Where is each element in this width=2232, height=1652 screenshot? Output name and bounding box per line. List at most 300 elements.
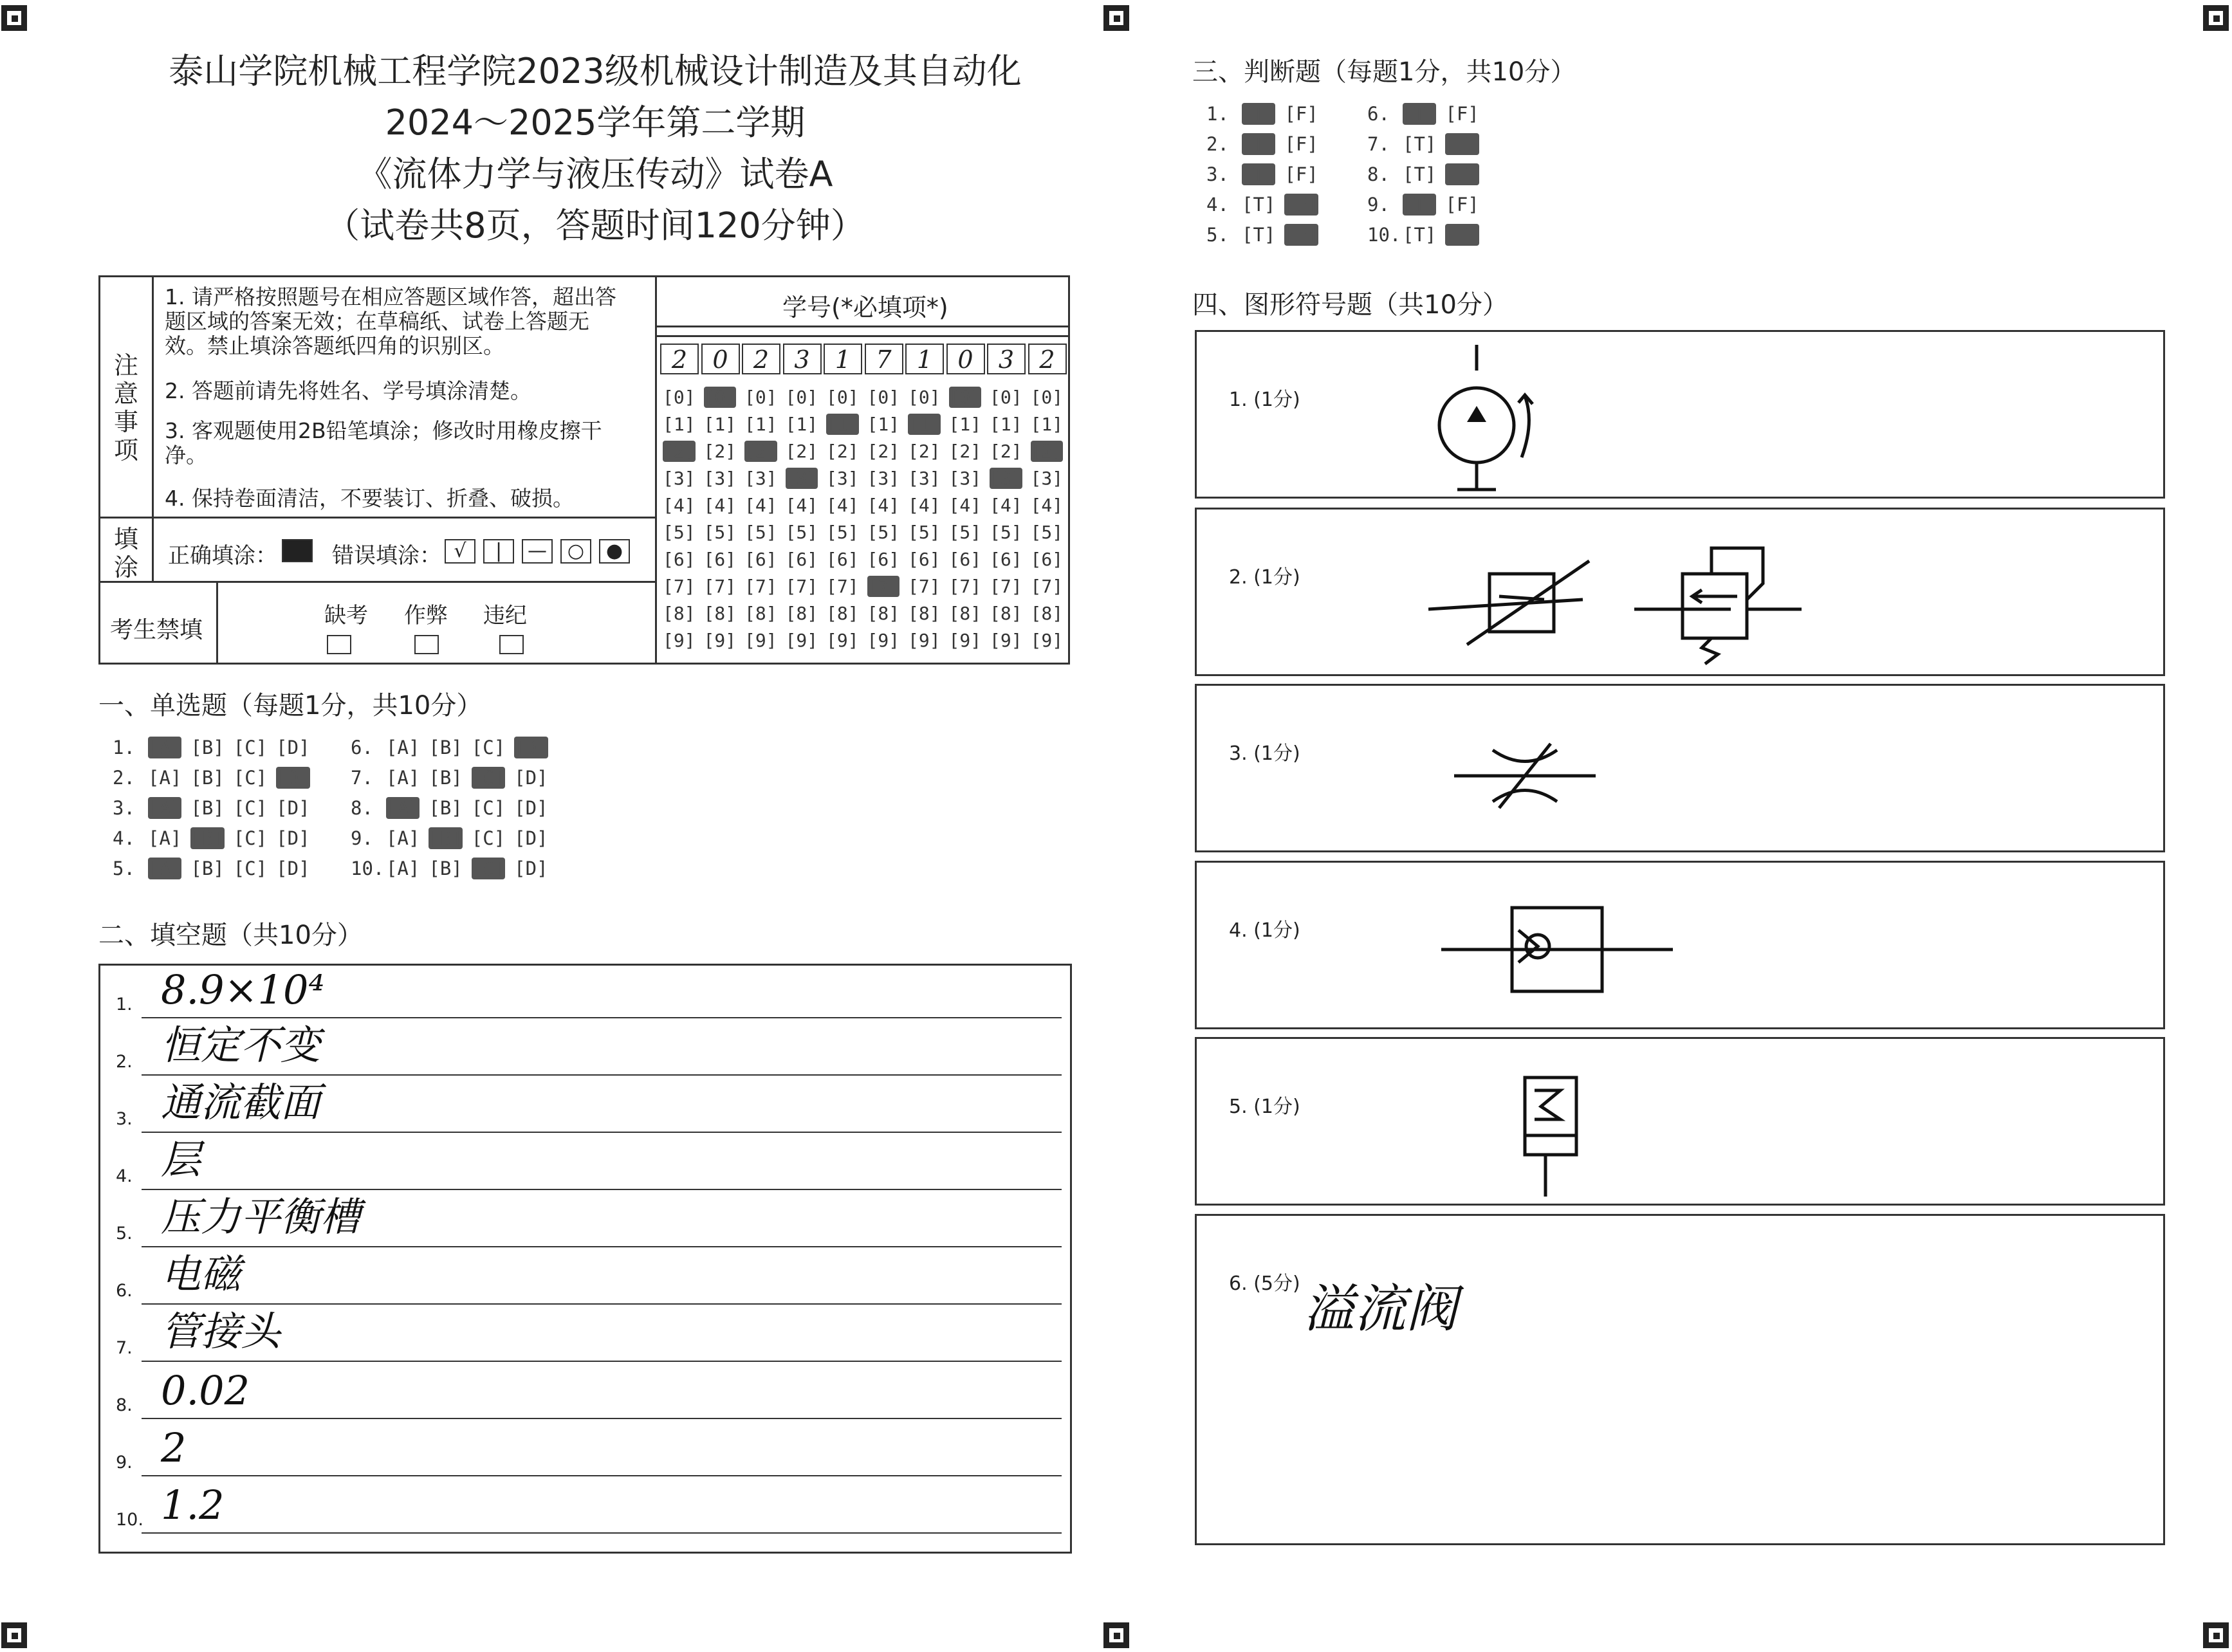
answer-underline xyxy=(142,1475,1062,1476)
tf-option-bubble[interactable]: [T] xyxy=(1403,133,1437,155)
single-choice-question-7 xyxy=(351,767,557,789)
choice-option-bubble[interactable]: [C] xyxy=(471,767,506,789)
single-choice-question-4 xyxy=(113,827,319,849)
student-id-bubble[interactable]: [9] xyxy=(867,630,900,651)
tf-option-bubble[interactable]: [T] xyxy=(1242,103,1276,125)
student-id-bubble[interactable]: [8] xyxy=(948,603,982,624)
blank-answer: 管接头 xyxy=(161,1308,281,1355)
student-id-bubble[interactable]: [2] xyxy=(948,441,982,462)
question-number: 4. xyxy=(113,827,135,849)
correct-fill-swatch xyxy=(282,539,313,562)
student-id-bubble[interactable]: [7] xyxy=(948,576,982,597)
true-false-question-5 xyxy=(1206,224,1327,246)
corner-marker-top-center xyxy=(1103,5,1129,31)
student-id-bubble[interactable]: [5] xyxy=(948,522,982,543)
choice-option-bubble[interactable]: [D] xyxy=(514,797,548,819)
student-id-bubble[interactable]: [6] xyxy=(663,549,696,570)
student-id-bubble[interactable]: [7] xyxy=(785,576,818,597)
choice-option-bubble[interactable]: [B] xyxy=(429,858,463,879)
choice-option-bubble[interactable]: [C] xyxy=(471,737,506,758)
exam-title-line2: 2024～2025学年第二学期 xyxy=(385,102,806,143)
forbid-violation-label: 违纪 xyxy=(483,603,527,629)
answer-underline xyxy=(142,1418,1062,1419)
blank-number: 7. xyxy=(116,1338,133,1358)
choice-option-bubble[interactable]: [A] xyxy=(386,797,420,819)
corner-marker-bottom-right xyxy=(2203,1622,2229,1648)
question-number: 8. xyxy=(351,797,373,819)
tf-option-bubble[interactable]: [T] xyxy=(1242,224,1276,246)
tf-option-bubble[interactable]: [F] xyxy=(1284,194,1318,216)
student-id-bubble[interactable]: [7] xyxy=(990,576,1022,597)
forbid-cheat-checkbox[interactable] xyxy=(414,635,439,654)
student-id-bubble[interactable]: [2] xyxy=(785,441,818,462)
student-id-bubble[interactable]: [3] xyxy=(703,468,737,489)
student-id-bubble[interactable]: [4] xyxy=(744,495,777,516)
student-id-bubble[interactable]: [1] xyxy=(908,414,941,435)
blank-number: 6. xyxy=(116,1281,133,1301)
symbol-label-2: 2. (1分) xyxy=(1229,566,1300,589)
student-id-bubble[interactable]: [1] xyxy=(826,414,859,435)
student-id-bubble[interactable]: [4] xyxy=(826,495,859,516)
question-number: 1. xyxy=(113,737,135,758)
student-id-bubble[interactable]: [2] xyxy=(1030,441,1064,462)
student-id-bubble[interactable]: [5] xyxy=(744,522,777,543)
student-id-bubble[interactable]: [3] xyxy=(663,468,696,489)
student-id-bubble[interactable]: [4] xyxy=(785,495,818,516)
notice-item-2: 2. 答题前请先将姓名、学号填涂清楚。 xyxy=(165,378,531,403)
student-id-bubble[interactable]: [9] xyxy=(785,630,818,651)
tf-option-bubble[interactable]: [T] xyxy=(1403,163,1437,185)
true-false-question-7 xyxy=(1367,133,1488,155)
forbid-violation-checkbox[interactable] xyxy=(499,635,524,654)
single-choice-question-9 xyxy=(351,827,557,849)
symbol-label-6: 6. (5分) xyxy=(1229,1272,1300,1295)
choice-option-bubble[interactable]: [B] xyxy=(190,737,225,758)
wrong-mark-check: √ xyxy=(445,539,475,564)
tf-option-bubble[interactable]: [F] xyxy=(1445,194,1479,216)
choice-option-bubble[interactable]: [A] xyxy=(148,827,182,849)
tf-option-bubble[interactable]: [F] xyxy=(1284,224,1318,246)
choice-option-bubble[interactable]: [C] xyxy=(233,827,268,849)
student-id-bubble[interactable]: [7] xyxy=(826,576,859,597)
blank-row-4 xyxy=(116,1133,1062,1190)
tf-option-bubble[interactable]: [F] xyxy=(1445,163,1479,185)
blank-row-5 xyxy=(116,1191,1062,1247)
student-id-bubble[interactable]: [8] xyxy=(826,603,859,624)
student-id-bubble[interactable]: [9] xyxy=(1030,630,1064,651)
question-number: 9. xyxy=(351,827,373,849)
student-id-bubble[interactable]: [3] xyxy=(744,468,777,489)
blank-row-2 xyxy=(116,1019,1062,1076)
filter-symbol-sketch xyxy=(1506,1071,1583,1200)
student-id-bubble[interactable]: [3] xyxy=(826,468,859,489)
true-false-question-1 xyxy=(1206,103,1327,125)
question-number: 2. xyxy=(1206,133,1229,155)
valve-symbol-sketch xyxy=(1428,522,1853,670)
student-id-bubble[interactable]: [6] xyxy=(1030,549,1064,570)
choice-option-bubble[interactable]: [A] xyxy=(148,858,182,879)
symbol-answer-6: 溢流阀 xyxy=(1303,1279,1457,1339)
question-number: 7. xyxy=(1367,133,1390,155)
corner-marker-top-left xyxy=(1,5,27,31)
student-id-bubble[interactable]: [4] xyxy=(703,495,737,516)
student-id-bubble[interactable]: [5] xyxy=(908,522,941,543)
student-id-bubble[interactable]: [2] xyxy=(703,441,737,462)
student-id-bubble[interactable]: [1] xyxy=(744,414,777,435)
choice-option-bubble[interactable]: [C] xyxy=(471,827,506,849)
blank-number: 9. xyxy=(116,1453,133,1473)
student-id-bubble[interactable]: [6] xyxy=(826,549,859,570)
student-id-bubble[interactable]: [3] xyxy=(785,468,818,489)
blank-row-9 xyxy=(116,1420,1062,1476)
question-number: 3. xyxy=(1206,163,1229,185)
single-choice-question-6 xyxy=(351,737,557,758)
student-id-bubble[interactable]: [6] xyxy=(867,549,900,570)
choice-option-bubble[interactable]: [D] xyxy=(276,737,310,758)
blank-number: 10. xyxy=(116,1510,143,1530)
student-id-bubble[interactable]: [2] xyxy=(663,441,696,462)
blank-answer: 0.02 xyxy=(161,1367,250,1414)
blank-answer: 1.2 xyxy=(161,1482,225,1528)
question-number: 10. xyxy=(1367,224,1401,246)
student-id-digit-3: 2 xyxy=(742,344,780,374)
choice-option-bubble[interactable]: [D] xyxy=(514,858,548,879)
student-id-bubble[interactable]: [7] xyxy=(1030,576,1064,597)
symbol-label-4: 4. (1分) xyxy=(1229,919,1300,942)
true-false-question-2 xyxy=(1206,133,1327,155)
blank-answer: 2 xyxy=(161,1424,187,1471)
student-id-bubble[interactable]: [0] xyxy=(663,387,696,408)
symbol-box-5 xyxy=(1195,1037,2165,1206)
symbol-box-4 xyxy=(1195,861,2165,1029)
student-id-bubble[interactable]: [4] xyxy=(908,495,941,516)
choice-option-bubble[interactable]: [B] xyxy=(190,797,225,819)
wrong-fill-label: 错误填涂： xyxy=(332,543,441,569)
blank-number: 2. xyxy=(116,1052,133,1072)
choice-option-bubble[interactable]: [A] xyxy=(386,767,420,789)
student-id-bubble[interactable]: [2] xyxy=(908,441,941,462)
student-id-bubble[interactable]: [1] xyxy=(990,414,1022,435)
forbid-cheat-label: 作弊 xyxy=(404,603,448,629)
student-id-bubble[interactable]: [0] xyxy=(908,387,941,408)
student-id-bubble[interactable]: [3] xyxy=(990,468,1022,489)
blank-answer: 电磁 xyxy=(161,1251,241,1298)
single-choice-question-8 xyxy=(351,797,557,819)
symbol-label-1: 1. (1分) xyxy=(1229,389,1300,411)
student-id-digit-1: 2 xyxy=(660,344,699,374)
section1-title: 一、单选题（每题1分，共10分） xyxy=(98,691,483,720)
tf-option-bubble[interactable]: [F] xyxy=(1445,133,1479,155)
forbid-absent-checkbox[interactable] xyxy=(327,635,351,654)
student-id-bubble[interactable]: [6] xyxy=(990,549,1022,570)
blank-answer: 层 xyxy=(161,1136,201,1183)
choice-option-bubble[interactable]: [C] xyxy=(233,767,268,789)
notice-item-1: 1. 请严格按照题号在相应答题区域作答，超出答题区域的答案无效；在草稿纸、试卷上答题无效。禁止填涂答题纸四角的识别区。 xyxy=(165,284,616,358)
choice-option-bubble[interactable]: [A] xyxy=(386,737,420,758)
tf-option-bubble[interactable]: [T] xyxy=(1242,194,1276,216)
tf-option-bubble[interactable]: [T] xyxy=(1403,194,1437,216)
answer-underline xyxy=(142,1132,1062,1133)
blank-number: 4. xyxy=(116,1166,133,1186)
symbol-box-1 xyxy=(1195,330,2165,499)
student-id-digit-4: 3 xyxy=(783,344,822,374)
answer-underline xyxy=(142,1246,1062,1247)
question-number: 8. xyxy=(1367,163,1390,185)
student-id-bubble[interactable]: [0] xyxy=(867,387,900,408)
tf-option-bubble[interactable]: [F] xyxy=(1284,163,1318,185)
question-number: 4. xyxy=(1206,194,1229,216)
blank-number: 5. xyxy=(116,1224,133,1244)
symbol-box-6 xyxy=(1195,1214,2165,1545)
notice-label: 注意事项 xyxy=(113,351,138,464)
wrong-mark-circle: ○ xyxy=(560,539,591,564)
choice-option-bubble[interactable]: [B] xyxy=(429,797,463,819)
student-id-bubble[interactable]: [0] xyxy=(1030,387,1064,408)
student-id-bubble[interactable]: [3] xyxy=(948,468,982,489)
wrong-mark-bar: | xyxy=(483,539,514,564)
student-id-bubble[interactable]: [2] xyxy=(826,441,859,462)
choice-option-bubble[interactable]: [C] xyxy=(233,858,268,879)
student-id-bubble[interactable]: [8] xyxy=(703,603,737,624)
student-id-bubble[interactable]: [0] xyxy=(948,387,982,408)
question-number: 5. xyxy=(1206,224,1229,246)
student-id-bubble[interactable]: [5] xyxy=(1030,522,1064,543)
student-id-bubble[interactable]: [9] xyxy=(703,630,737,651)
choice-option-bubble[interactable]: [A] xyxy=(386,858,420,879)
student-id-bubble[interactable]: [0] xyxy=(826,387,859,408)
section3-title: 三、判断题（每题1分，共10分） xyxy=(1192,57,1576,87)
student-id-bubble[interactable]: [8] xyxy=(663,603,696,624)
forbid-label: 考生禁填 xyxy=(110,617,203,643)
student-id-bubble[interactable]: [7] xyxy=(663,576,696,597)
choice-option-bubble[interactable]: [A] xyxy=(148,797,182,819)
student-id-bubble[interactable]: [6] xyxy=(785,549,818,570)
student-id-digit-8: 0 xyxy=(946,344,985,374)
answer-sheet-info-box xyxy=(98,275,1070,665)
question-number: 7. xyxy=(351,767,373,789)
single-choice-question-10 xyxy=(351,858,557,879)
student-id-bubble[interactable]: [9] xyxy=(826,630,859,651)
student-id-bubble[interactable]: [1] xyxy=(867,414,900,435)
student-id-bubble[interactable]: [0] xyxy=(990,387,1022,408)
student-id-bubble[interactable]: [2] xyxy=(867,441,900,462)
blank-row-8 xyxy=(116,1363,1062,1419)
single-choice-question-5 xyxy=(113,858,319,879)
student-id-bubble[interactable]: [0] xyxy=(703,387,737,408)
choice-option-bubble[interactable]: [B] xyxy=(190,827,225,849)
student-id-bubble[interactable]: [8] xyxy=(785,603,818,624)
symbol-label-3: 3. (1分) xyxy=(1229,742,1300,765)
tf-option-bubble[interactable]: [T] xyxy=(1242,163,1276,185)
wrong-mark-dash: — xyxy=(522,539,553,564)
throttle-symbol-sketch xyxy=(1454,737,1609,814)
notice-item-3: 3. 客观题使用2B铅笔填涂；修改时用橡皮擦干净。 xyxy=(165,418,602,468)
choice-option-bubble[interactable]: [A] xyxy=(148,767,182,789)
section2-title: 二、填空题（共10分） xyxy=(98,921,363,950)
student-id-bubble[interactable]: [1] xyxy=(1030,414,1064,435)
blank-row-10 xyxy=(116,1477,1062,1534)
student-id-bubble[interactable]: [3] xyxy=(1030,468,1064,489)
blank-answer: 通流截面 xyxy=(161,1079,321,1126)
symbol-box-3 xyxy=(1195,684,2165,852)
student-id-bubble[interactable]: [9] xyxy=(663,630,696,651)
student-id-bubble[interactable]: [5] xyxy=(703,522,737,543)
tf-option-bubble[interactable]: [T] xyxy=(1403,103,1437,125)
single-choice-question-1 xyxy=(113,737,319,758)
corner-marker-bottom-left xyxy=(1,1622,27,1648)
question-number: 1. xyxy=(1206,103,1229,125)
student-id-bubble[interactable]: [2] xyxy=(744,441,777,462)
question-number: 6. xyxy=(1367,103,1390,125)
symbol-box-2 xyxy=(1195,508,2165,676)
true-false-question-9 xyxy=(1367,194,1488,216)
choice-option-bubble[interactable]: [D] xyxy=(514,827,548,849)
student-id-bubble[interactable]: [4] xyxy=(663,495,696,516)
blank-answer: 压力平衡槽 xyxy=(161,1193,361,1240)
correct-fill-label: 正确填涂： xyxy=(168,543,277,569)
corner-marker-top-right xyxy=(2203,5,2229,31)
student-id-bubble[interactable]: [5] xyxy=(867,522,900,543)
tf-option-bubble[interactable]: [F] xyxy=(1284,103,1318,125)
student-id-bubble[interactable]: [8] xyxy=(990,603,1022,624)
question-number: 2. xyxy=(113,767,135,789)
question-number: 10. xyxy=(351,858,385,879)
blank-answer: 8.9×10⁴ xyxy=(161,966,325,1013)
student-id-bubble[interactable]: [4] xyxy=(990,495,1022,516)
notice-item-4: 4. 保持卷面清洁，不要装订、折叠、破损。 xyxy=(165,486,574,511)
student-id-bubble[interactable]: [1] xyxy=(948,414,982,435)
answer-underline xyxy=(142,1361,1062,1362)
student-id-bubble[interactable]: [9] xyxy=(990,630,1022,651)
student-id-bubble[interactable]: [4] xyxy=(867,495,900,516)
student-id-bubble[interactable]: [1] xyxy=(785,414,818,435)
exam-title-line3: 《流体力学与液压传动》试卷A xyxy=(357,154,833,194)
student-id-digit-2: 0 xyxy=(701,344,740,374)
tf-option-bubble[interactable]: [T] xyxy=(1242,133,1276,155)
single-choice-question-2 xyxy=(113,767,319,789)
choice-option-bubble[interactable]: [A] xyxy=(386,827,420,849)
question-number: 3. xyxy=(113,797,135,819)
student-id-bubble[interactable]: [2] xyxy=(990,441,1022,462)
student-id-bubble[interactable]: [0] xyxy=(785,387,818,408)
student-id-bubble[interactable]: [6] xyxy=(744,549,777,570)
choice-option-bubble[interactable]: [B] xyxy=(190,858,225,879)
exam-title-line1: 泰山学院机械工程学院2023级机械设计制造及其自动化 xyxy=(169,51,1022,91)
student-id-bubble[interactable]: [3] xyxy=(908,468,941,489)
student-id-bubble[interactable]: [6] xyxy=(908,549,941,570)
blank-row-3 xyxy=(116,1076,1062,1133)
student-id-bubble[interactable]: [8] xyxy=(1030,603,1064,624)
student-id-bubble[interactable]: [1] xyxy=(703,414,737,435)
blank-number: 8. xyxy=(116,1395,133,1415)
true-false-question-4 xyxy=(1206,194,1327,216)
student-id-bubble[interactable]: [3] xyxy=(867,468,900,489)
student-id-digit-10: 2 xyxy=(1028,344,1067,374)
blank-row-7 xyxy=(116,1305,1062,1362)
single-choice-question-3 xyxy=(113,797,319,819)
forbid-absent-label: 缺考 xyxy=(324,603,368,629)
student-id-bubble[interactable]: [9] xyxy=(908,630,941,651)
question-number: 6. xyxy=(351,737,373,758)
choice-option-bubble[interactable]: [A] xyxy=(148,737,182,758)
true-false-question-6 xyxy=(1367,103,1488,125)
question-number: 9. xyxy=(1367,194,1390,216)
student-id-bubble[interactable]: [5] xyxy=(990,522,1022,543)
student-id-digit-7: 1 xyxy=(905,344,944,374)
choice-option-bubble[interactable]: [B] xyxy=(429,737,463,758)
blank-number: 1. xyxy=(116,995,133,1014)
choice-option-bubble[interactable]: [C] xyxy=(233,737,268,758)
section4-title: 四、图形符号题（共10分） xyxy=(1192,290,1508,320)
student-id-bubble[interactable]: [4] xyxy=(1030,495,1064,516)
student-id-bubble[interactable]: [7] xyxy=(703,576,737,597)
student-id-bubble[interactable]: [7] xyxy=(908,576,941,597)
symbol-label-5: 5. (1分) xyxy=(1229,1096,1300,1118)
choice-option-bubble[interactable]: [B] xyxy=(429,767,463,789)
student-id-bubble[interactable]: [5] xyxy=(826,522,859,543)
student-id-bubble[interactable]: [6] xyxy=(703,549,737,570)
student-id-bubble[interactable]: [5] xyxy=(663,522,696,543)
true-false-question-3 xyxy=(1206,163,1327,185)
check-valve-symbol-sketch xyxy=(1441,895,1686,998)
pump-symbol-sketch xyxy=(1409,345,1551,499)
choice-option-bubble[interactable]: [C] xyxy=(471,858,506,879)
student-id-bubble[interactable]: [9] xyxy=(744,630,777,651)
tf-option-bubble[interactable]: [F] xyxy=(1445,103,1479,125)
answer-underline xyxy=(142,1532,1062,1534)
student-id-bubble[interactable]: [0] xyxy=(744,387,777,408)
choice-option-bubble[interactable]: [C] xyxy=(233,797,268,819)
choice-option-bubble[interactable]: [D] xyxy=(514,737,548,758)
blank-row-1 xyxy=(116,962,1062,1018)
tf-option-bubble[interactable]: [T] xyxy=(1403,224,1437,246)
fill-label: 填涂 xyxy=(113,525,138,582)
tf-option-bubble[interactable]: [F] xyxy=(1445,224,1479,246)
choice-option-bubble[interactable]: [D] xyxy=(276,858,310,879)
choice-option-bubble[interactable]: [B] xyxy=(190,767,225,789)
tf-option-bubble[interactable]: [F] xyxy=(1284,133,1318,155)
student-id-bubble[interactable]: [7] xyxy=(744,576,777,597)
student-id-digit-9: 3 xyxy=(987,344,1026,374)
choice-option-bubble[interactable]: [D] xyxy=(276,827,310,849)
student-id-bubble[interactable]: [8] xyxy=(908,603,941,624)
blank-number: 3. xyxy=(116,1109,133,1129)
blank-answer: 恒定不变 xyxy=(161,1022,321,1069)
student-id-bubble[interactable]: [9] xyxy=(948,630,982,651)
student-id-digit-6: 7 xyxy=(865,344,903,374)
student-id-bubble[interactable]: [5] xyxy=(785,522,818,543)
student-id-bubble[interactable]: [8] xyxy=(867,603,900,624)
question-number: 5. xyxy=(113,858,135,879)
exam-title-line4: （试卷共8页，答题时间120分钟） xyxy=(325,205,865,246)
student-id-digit-5: 1 xyxy=(824,344,862,374)
student-id-title: 学号(*必填项*) xyxy=(782,293,948,322)
blank-row-6 xyxy=(116,1248,1062,1305)
choice-option-bubble[interactable]: [D] xyxy=(276,797,310,819)
true-false-question-8 xyxy=(1367,163,1488,185)
wrong-mark-dot: ● xyxy=(599,539,630,564)
student-id-bubble[interactable]: [7] xyxy=(867,576,900,597)
student-id-bubble[interactable]: [8] xyxy=(744,603,777,624)
choice-option-bubble[interactable]: [C] xyxy=(471,797,506,819)
student-id-bubble[interactable]: [1] xyxy=(663,414,696,435)
choice-option-bubble[interactable]: [D] xyxy=(514,767,548,789)
student-id-bubble[interactable]: [4] xyxy=(948,495,982,516)
student-id-bubble[interactable]: [6] xyxy=(948,549,982,570)
choice-option-bubble[interactable]: [B] xyxy=(429,827,463,849)
true-false-question-10 xyxy=(1367,224,1488,246)
choice-option-bubble[interactable]: [D] xyxy=(276,767,310,789)
